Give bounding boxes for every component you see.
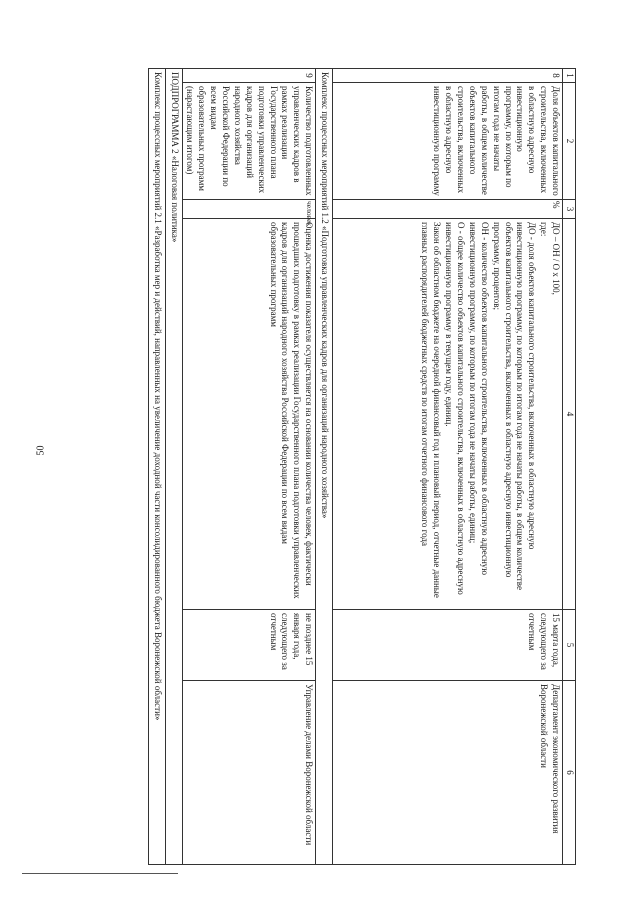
row8-responsible: Департамент экономического развития Воронежской области xyxy=(333,681,563,865)
header-col-1: 1 xyxy=(563,69,576,83)
row8-unit: % xyxy=(333,200,563,219)
row8-formula: ДО – ОН / О х 100, xyxy=(551,222,562,295)
row9-unit: человек xyxy=(182,200,316,219)
row8-where: где: xyxy=(539,222,550,237)
rotated-table-container xyxy=(111,68,576,858)
page-bottom-rule xyxy=(22,873,178,874)
page-number: 50 xyxy=(35,445,47,456)
row9-number: 9 xyxy=(182,69,316,83)
row8-deadline: 15 марта года, следующего за отчетным xyxy=(333,610,563,681)
header-col-3: 3 xyxy=(563,200,576,219)
header-col-2: 2 xyxy=(563,83,576,200)
header-col-6: 6 xyxy=(563,681,576,865)
subprogram-row-2 xyxy=(165,69,182,865)
row8-indicator-name: Доля объектов капитального строительства, включенных в областную адресную инвестиционную программу, по которым по итогам года не начаты работы, в общем количестве объектов капитального строительства, включенных в областную адресную инвестиционную программу xyxy=(333,83,563,200)
row8-def-o: О - общее количество объектов капитального строительства, включенных в областную адресную инвестиционную программу в текущем году, единиц. xyxy=(444,222,467,595)
row8-def-do: ДО - доля объектов капитального строительства, включенных в областную адресную инвестиционную программу, по которым по итогам года не начаты работы, в общем количестве объектов капитального строительства, включенных в областную адресную инвестиционную программу, процентов; xyxy=(491,222,538,590)
complex-1-2-title: Комплекс процессных мероприятий 1.2 «Подготовка управленческих кадров для организаций народного хозяйства» xyxy=(316,69,333,865)
table-row-8 xyxy=(333,69,563,865)
row9-responsible: Управление делами Воронежской области xyxy=(182,681,316,865)
row8-source: Закон об областном бюджете на очередной финансовый год и плановый период, отчетные данные главных распорядителей бюджетных средств по итогам отчетного финансового года xyxy=(420,222,443,598)
row9-indicator-name: Количество подготовленных управленческих кадров в рамках реализации Государственного плана подготовки управленческих кадров для организаций народного хозяйства Российской Федерации по всем видам образовательных программ (нарастающим итогом) xyxy=(182,83,316,200)
header-row xyxy=(563,69,576,865)
row9-method: Оценка достижения показателя осуществляется на основании количества человек, фактически прошедших подготовку в рамках реализации Государственного плана подготовки управленческих кадров для организаций народного хозяйства Российской Федерации по всем видам образовательных программ xyxy=(182,219,316,610)
row8-number: 8 xyxy=(333,69,563,83)
header-col-4: 4 xyxy=(563,219,576,610)
row9-deadline: не позднее 15 января года, следующего за отчетным xyxy=(182,610,316,681)
complex-row-2-1 xyxy=(148,69,165,865)
complex-row-1-2 xyxy=(316,69,333,865)
header-col-5: 5 xyxy=(563,610,576,681)
table-row-9 xyxy=(182,69,316,865)
indicators-table xyxy=(148,68,576,865)
row8-def-on: ОН - количество объектов капитального строительства, включенных в областную адресную инвестиционную программу, по которым по итогам года не начаты работы, единиц; xyxy=(468,222,490,576)
subprogram-2-title: ПОДПРОГРАММА 2 «Налоговая политика» xyxy=(165,69,182,865)
row8-method xyxy=(333,219,563,610)
complex-2-1-title: Комплекс процессных мероприятий 2.1 «Разработка мер и действий, направленных на увеличение доходной части консолидированного бюджета Воронежской области» xyxy=(148,69,165,865)
